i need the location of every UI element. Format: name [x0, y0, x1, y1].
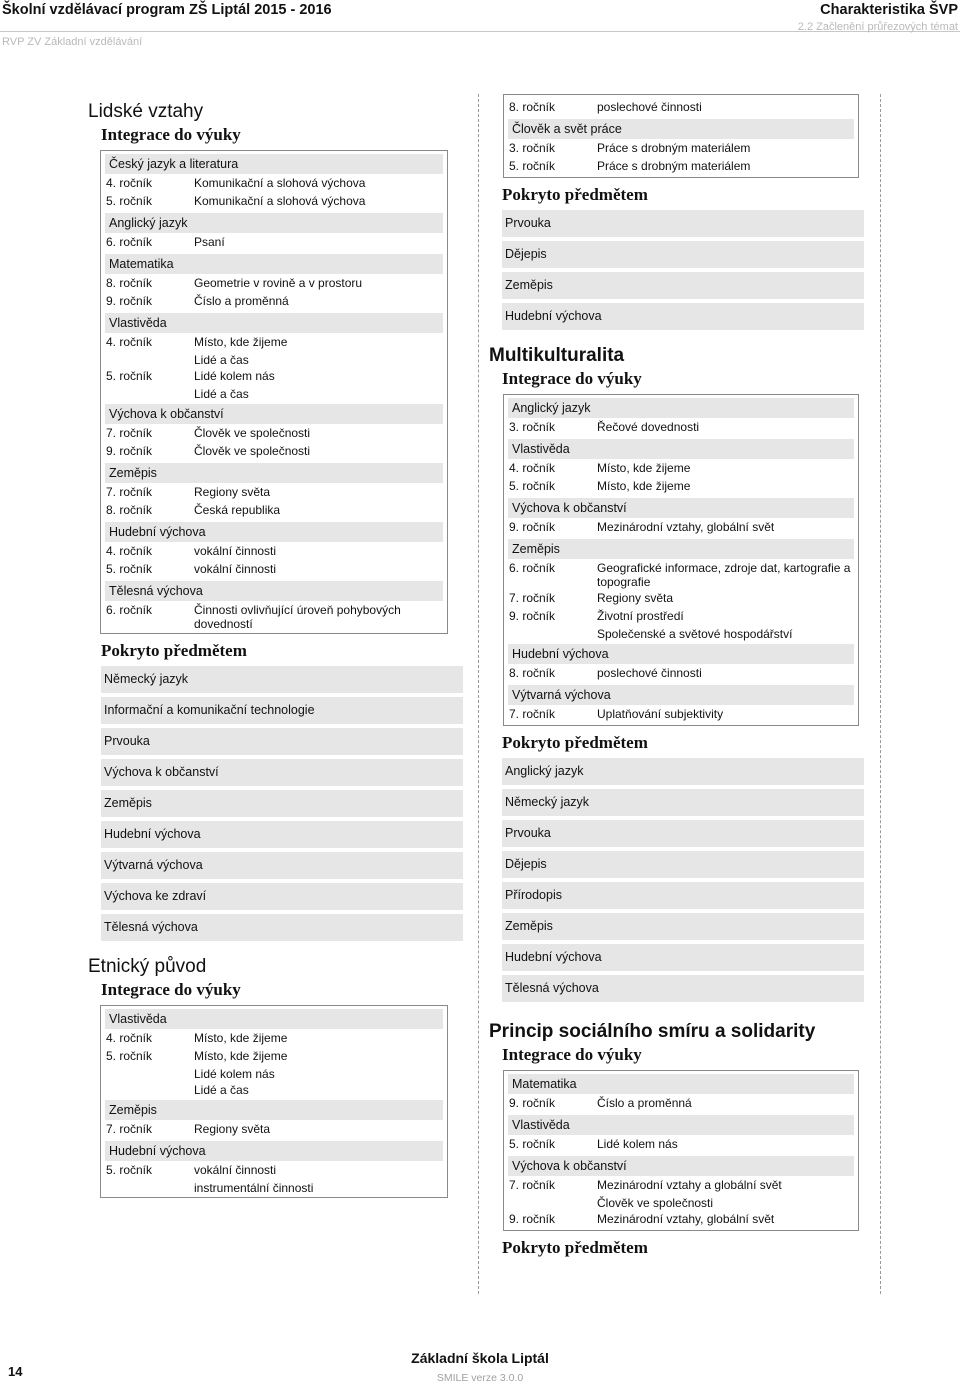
covered-subject-item: Hudební výchova	[502, 303, 864, 330]
school-name: Základní škola Liptál	[411, 1350, 549, 1366]
grade-label: 9. ročník	[509, 1096, 556, 1110]
topic-label: Místo, kde žijeme	[194, 1031, 288, 1045]
topic-label: vokální činnosti	[194, 562, 277, 576]
subject-header: Český jazyk a literatura	[105, 154, 443, 174]
grade-label: 8. ročník	[509, 666, 556, 680]
subject-header: Matematika	[105, 254, 443, 274]
curriculum-label: RVP ZV Základní vzdělávání	[2, 36, 143, 48]
grade-row	[508, 1176, 854, 1194]
grade-label: 7. ročník	[106, 485, 153, 499]
pokryto-title: Pokryto předmětem	[502, 185, 648, 204]
topic-label: instrumentální činnosti	[194, 1181, 314, 1195]
grade-label: 4. ročník	[106, 544, 153, 558]
grade-label: 8. ročník	[106, 276, 153, 290]
grade-row	[508, 705, 854, 723]
subject-header: Zeměpis	[105, 463, 443, 483]
software-version: SMILE verze 3.0.0	[436, 1372, 524, 1384]
pokryto-title: Pokryto předmětem	[502, 1238, 648, 1257]
grade-row	[105, 483, 443, 501]
subject-header: Matematika	[508, 1074, 854, 1094]
covered-subject-item: Výchova k občanství	[101, 759, 463, 786]
covered-subject-item: Přírodopis	[502, 882, 864, 909]
topic-label: Řečové dovednosti	[597, 420, 700, 434]
grade-label: 6. ročník	[106, 603, 153, 617]
grade-row	[508, 1210, 854, 1228]
topic-label: Místo, kde žijeme	[597, 479, 691, 493]
grade-row	[105, 292, 443, 310]
topic-label: Činnosti ovlivňující úroveň pohybových dovedností	[194, 603, 401, 631]
pokryto-title: Pokryto předmětem	[502, 733, 648, 752]
grade-label: 8. ročník	[106, 503, 153, 517]
grade-row	[508, 625, 854, 641]
integration-table	[100, 1005, 448, 1198]
topic-label: Životní prostředí	[597, 609, 684, 623]
grade-row	[105, 1179, 443, 1195]
covered-subject-item: Zeměpis	[502, 913, 864, 940]
grade-label: 7. ročník	[509, 707, 556, 721]
grade-row	[508, 98, 854, 116]
grade-label: 7. ročník	[509, 1178, 556, 1192]
topic-label: Číslo a proměnná	[597, 1096, 692, 1110]
grade-label: 9. ročník	[509, 609, 556, 623]
grade-label	[106, 1065, 194, 1081]
document-title: Školní vzdělávací program ZŠ Liptál 2015 - 2016	[2, 2, 332, 18]
grade-row	[508, 139, 854, 157]
topic-label: Psaní	[194, 235, 225, 249]
grade-label: 4. ročník	[106, 335, 153, 349]
theme-title: Princip sociálního smíru a solidarity	[489, 1021, 816, 1042]
topic-label: Práce s drobným materiálem	[597, 159, 751, 173]
grade-row	[508, 664, 854, 682]
grade-label: 5. ročník	[106, 562, 153, 576]
topic-label: Regiony světa	[194, 1122, 271, 1136]
covered-subject-item: Tělesná výchova	[101, 914, 463, 941]
grade-row	[105, 442, 443, 460]
grade-label: 9. ročník	[509, 520, 556, 534]
topic-label: Místo, kde žijeme	[194, 335, 288, 349]
topic-label: Práce s drobným materiálem	[597, 141, 751, 155]
grade-label: 8. ročník	[509, 100, 556, 114]
grade-row	[105, 385, 443, 401]
left-column	[88, 100, 464, 1210]
topic-label: Místo, kde žijeme	[597, 461, 691, 475]
grade-label: 4. ročník	[106, 176, 153, 190]
topic-label: Lidé a čas	[194, 387, 249, 401]
grade-label	[106, 1179, 194, 1195]
grade-row	[508, 518, 854, 536]
grade-row	[105, 1081, 443, 1097]
covered-subject-item: Výchova ke zdraví	[101, 883, 463, 910]
grade-label: 9. ročník	[509, 1212, 556, 1226]
topic-label: Česká republika	[194, 503, 281, 517]
topic-label: Člověk ve společnosti	[194, 444, 311, 458]
subject-header: Vlastivěda	[508, 439, 854, 459]
grade-label: 3. ročník	[509, 420, 556, 434]
topic-label: vokální činnosti	[194, 544, 277, 558]
topic-label: Číslo a proměnná	[194, 294, 289, 308]
pokryto-list	[502, 210, 864, 330]
grade-label	[106, 1081, 194, 1097]
grade-row	[508, 418, 854, 436]
subject-header: Vlastivěda	[105, 1009, 443, 1029]
grade-row	[105, 233, 443, 251]
grade-row	[508, 1194, 854, 1210]
theme-title: Lidské vztahy	[88, 101, 204, 122]
topic-label: Místo, kde žijeme	[194, 1049, 288, 1063]
grade-label: 6. ročník	[106, 235, 153, 249]
integration-table	[503, 394, 859, 726]
section-label: 2.2 Začlenění průřezových témat	[797, 21, 958, 33]
grade-label: 5. ročník	[509, 1137, 556, 1151]
covered-subject-item: Zeměpis	[101, 790, 463, 817]
covered-subject-item: Německý jazyk	[101, 666, 463, 693]
grade-row	[508, 157, 854, 175]
topic-label: Mezinárodní vztahy, globální svět	[597, 1212, 775, 1226]
grade-label: 6. ročník	[509, 561, 556, 575]
topic-label: Člověk ve společnosti	[194, 426, 311, 440]
theme-multikulturalita	[489, 344, 881, 1002]
subject-header: Výchova k občanství	[508, 498, 854, 518]
theme-continuation	[489, 94, 881, 330]
covered-subject-item: Tělesná výchova	[502, 975, 864, 1002]
covered-subject-item: Prvouka	[101, 728, 463, 755]
theme-title: Etnický původ	[88, 956, 207, 977]
pokryto-list	[101, 666, 463, 941]
grade-row	[508, 1135, 854, 1153]
covered-subject-item: Informační a komunikační technologie	[101, 697, 463, 724]
subject-header: Anglický jazyk	[508, 398, 854, 418]
topic-label: Komunikační a slohová výchova	[194, 176, 366, 190]
grade-row	[105, 333, 443, 351]
grade-row	[105, 501, 443, 519]
grade-label: 7. ročník	[509, 591, 556, 605]
grade-label: 5. ročník	[106, 1163, 153, 1177]
grade-label: 5. ročník	[106, 1049, 153, 1063]
grade-row	[105, 560, 443, 578]
grade-row	[508, 607, 854, 625]
topic-label: Lidé a čas	[194, 1083, 249, 1097]
grade-label: 5. ročník	[106, 194, 153, 208]
grade-row	[105, 192, 443, 210]
topic-label: Regiony světa	[194, 485, 271, 499]
grade-label	[106, 351, 194, 367]
grade-row	[508, 459, 854, 477]
topic-label: Komunikační a slohová výchova	[194, 194, 366, 208]
topic-label: Lidé a čas	[194, 353, 249, 367]
grade-label	[509, 625, 597, 641]
page-number: 14	[8, 1364, 23, 1379]
subject-header: Hudební výchova	[508, 644, 854, 664]
grade-label: 3. ročník	[509, 141, 556, 155]
grade-row	[105, 174, 443, 192]
subject-header: Hudební výchova	[105, 522, 443, 542]
grade-label: 4. ročník	[509, 461, 556, 475]
covered-subject-item: Prvouka	[502, 210, 864, 237]
column-divider-left	[478, 94, 479, 1294]
subject-header: Anglický jazyk	[105, 213, 443, 233]
integration-table	[503, 1070, 859, 1231]
grade-row	[105, 1120, 443, 1138]
subject-header: Výchova k občanství	[508, 1156, 854, 1176]
grade-label: 5. ročník	[509, 479, 556, 493]
subject-header: Zeměpis	[105, 1100, 443, 1120]
grade-label: 7. ročník	[106, 1122, 153, 1136]
integration-table	[100, 150, 448, 634]
subject-header: Vlastivěda	[105, 313, 443, 333]
covered-subject-item: Hudební výchova	[101, 821, 463, 848]
topic-label: Regiony světa	[597, 591, 674, 605]
grade-row	[508, 1094, 854, 1112]
theme-princip-socialniho-smiru	[489, 1020, 881, 1259]
grade-row	[508, 477, 854, 495]
integrace-title: Integrace do výuky	[502, 369, 642, 388]
topic-label: Společenské a světové hospodářství	[597, 627, 793, 641]
grade-label	[509, 1194, 597, 1210]
covered-subject-item: Hudební výchova	[502, 944, 864, 971]
subject-header: Zeměpis	[508, 539, 854, 559]
grade-row	[105, 1029, 443, 1047]
grade-row	[105, 1047, 443, 1065]
topic-label: Lidé kolem nás	[194, 369, 275, 383]
topic-label: poslechové činnosti	[597, 666, 702, 680]
topic-label: Mezinárodní vztahy, globální svět	[597, 520, 775, 534]
topic-label: Lidé kolem nás	[597, 1137, 678, 1151]
integrace-title: Integrace do výuky	[101, 980, 241, 999]
chapter-title: Charakteristika ŠVP	[820, 2, 958, 18]
grade-row	[105, 424, 443, 442]
grade-row	[105, 274, 443, 292]
grade-label: 4. ročník	[106, 1031, 153, 1045]
subject-header: Člověk a svět práce	[508, 119, 854, 139]
topic-label: Uplatňování subjektivity	[597, 707, 724, 721]
topic-label: poslechové činnosti	[597, 100, 702, 114]
covered-subject-item: Dějepis	[502, 851, 864, 878]
theme-lidske-vztahy	[88, 100, 464, 941]
grade-row	[508, 559, 854, 589]
grade-row	[105, 542, 443, 560]
subject-header: Výchova k občanství	[105, 404, 443, 424]
topic-label: Lidé kolem nás	[194, 1067, 275, 1081]
pokryto-title: Pokryto předmětem	[101, 641, 247, 660]
grade-row	[105, 1161, 443, 1179]
grade-label: 5. ročník	[106, 369, 153, 383]
topic-label: Člověk ve společnosti	[597, 1196, 714, 1210]
grade-label: 9. ročník	[106, 444, 153, 458]
covered-subject-item: Výtvarná výchova	[101, 852, 463, 879]
grade-row	[105, 367, 443, 385]
topic-label: Mezinárodní vztahy a globální svět	[597, 1178, 782, 1192]
covered-subject-item: Dějepis	[502, 241, 864, 268]
covered-subject-item: Anglický jazyk	[502, 758, 864, 785]
theme-title: Multikulturalita	[489, 345, 625, 366]
grade-label	[106, 385, 194, 401]
grade-label: 5. ročník	[509, 159, 556, 173]
topic-label: vokální činnosti	[194, 1163, 277, 1177]
grade-row	[105, 1065, 443, 1081]
pokryto-list	[502, 758, 864, 1002]
subject-header: Tělesná výchova	[105, 581, 443, 601]
integration-table	[503, 94, 859, 178]
theme-etnicky-puvod	[88, 955, 464, 1198]
covered-subject-item: Německý jazyk	[502, 789, 864, 816]
covered-subject-item: Prvouka	[502, 820, 864, 847]
integrace-title: Integrace do výuky	[502, 1045, 642, 1064]
grade-row	[105, 351, 443, 367]
right-column	[489, 94, 881, 1271]
grade-label: 9. ročník	[106, 294, 153, 308]
integrace-title: Integrace do výuky	[101, 125, 241, 144]
covered-subject-item: Zeměpis	[502, 272, 864, 299]
grade-label: 7. ročník	[106, 426, 153, 440]
topic-label: Geometrie v rovině a v prostoru	[194, 276, 363, 290]
topic-label: Geografické informace, zdroje dat, kartografie a topografie	[597, 561, 851, 589]
grade-row	[508, 589, 854, 607]
subject-header: Hudební výchova	[105, 1141, 443, 1161]
grade-row	[105, 601, 443, 631]
subject-header: Vlastivěda	[508, 1115, 854, 1135]
subject-header: Výtvarná výchova	[508, 685, 854, 705]
